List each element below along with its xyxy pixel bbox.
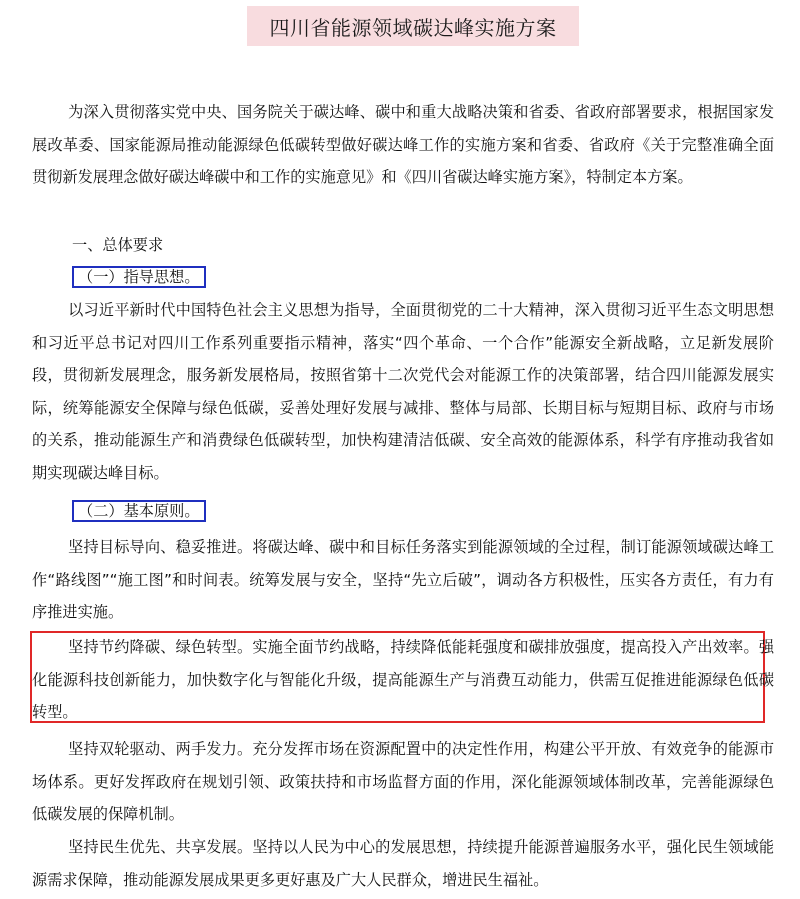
principle-text: 坚持目标导向、稳妥推进。将碳达峰、碳中和目标任务落实到能源领域的全过程，制订能源领域碳达峰工作“路线图”“施工图”和时间表。统筹发展与安全，坚持“先立后破”，调动各方积极性，压实各方责任，有力有序推进实施。 [32, 538, 774, 621]
principle-text: 坚持民生优先、共享发展。坚持以人民为中心的发展思想，持续提升能源普遍服务水平，强化民生领域能源需求保障，推动能源发展成果更多更好惠及广大人民群众，增进民生福祉。 [32, 838, 774, 889]
subheading-basic-principles [72, 496, 206, 526]
principle-paragraph-1 [32, 531, 774, 629]
principle-paragraph-3 [32, 733, 774, 831]
section-heading-1: 一、总体要求 [72, 236, 164, 254]
subheading-guiding-thought [72, 262, 206, 292]
principle-paragraph-4 [32, 831, 774, 896]
principle-paragraph-2 [32, 631, 774, 729]
guiding-text: 以习近平新时代中国特色社会主义思想为指导，全面贯彻党的二十大精神，深入贯彻习近平生态文明思想和习近平总书记对四川工作系列重要指示精神，落实“四个革命、一个合作”能源安全新战略，立足新发展阶段，贯彻新发展理念，服务新发展格局，按照省第十二次党代会对能源工作的决策部署，结合四川能源发展实际，统筹能源安全保障与绿色低碳，妥善处理好发展与减排、整体与局部、长期目标与短期目标、政府与市场的关系，推动能源生产和消费绿色低碳转型，加快构建清洁低碳、安全高效的能源体系，科学有序推动我省如期实现碳达峰目标。 [32, 301, 774, 482]
principle-text: 坚持节约降碳、绿色转型。实施全面节约战略，持续降低能耗强度和碳排放强度，提高投入产出效率。强化能源科技创新能力，加快数字化与智能化升级，提高能源生产与消费互动能力，供需互促推进能源绿色低碳转型。 [32, 638, 774, 721]
subheading-guiding-thought-label: （一）指导思想。 [72, 266, 206, 288]
intro-paragraph [32, 96, 774, 194]
intro-text: 为深入贯彻落实党中央、国务院关于碳达峰、碳中和重大战略决策和省委、省政府部署要求，根据国家发展改革委、国家能源局推动能源绿色低碳转型做好碳达峰工作的实施方案和省委、省政府《关于完整准确全面贯彻新发展理念做好碳达峰碳中和工作的实施意见》和《四川省碳达峰实施方案》，特制定本方案。 [32, 103, 774, 186]
document-title: 四川省能源领域碳达峰实施方案 [247, 6, 579, 46]
guiding-paragraph [32, 294, 774, 489]
principle-text: 坚持双轮驱动、两手发力。充分发挥市场在资源配置中的决定性作用，构建公平开放、有效竞争的能源市场体系。更好发挥政府在规划引领、政策扶持和市场监督方面的作用，深化能源领域体制改革，完善能源绿色低碳发展的保障机制。 [32, 740, 774, 823]
subheading-basic-principles-label: （二）基本原则。 [72, 500, 206, 522]
